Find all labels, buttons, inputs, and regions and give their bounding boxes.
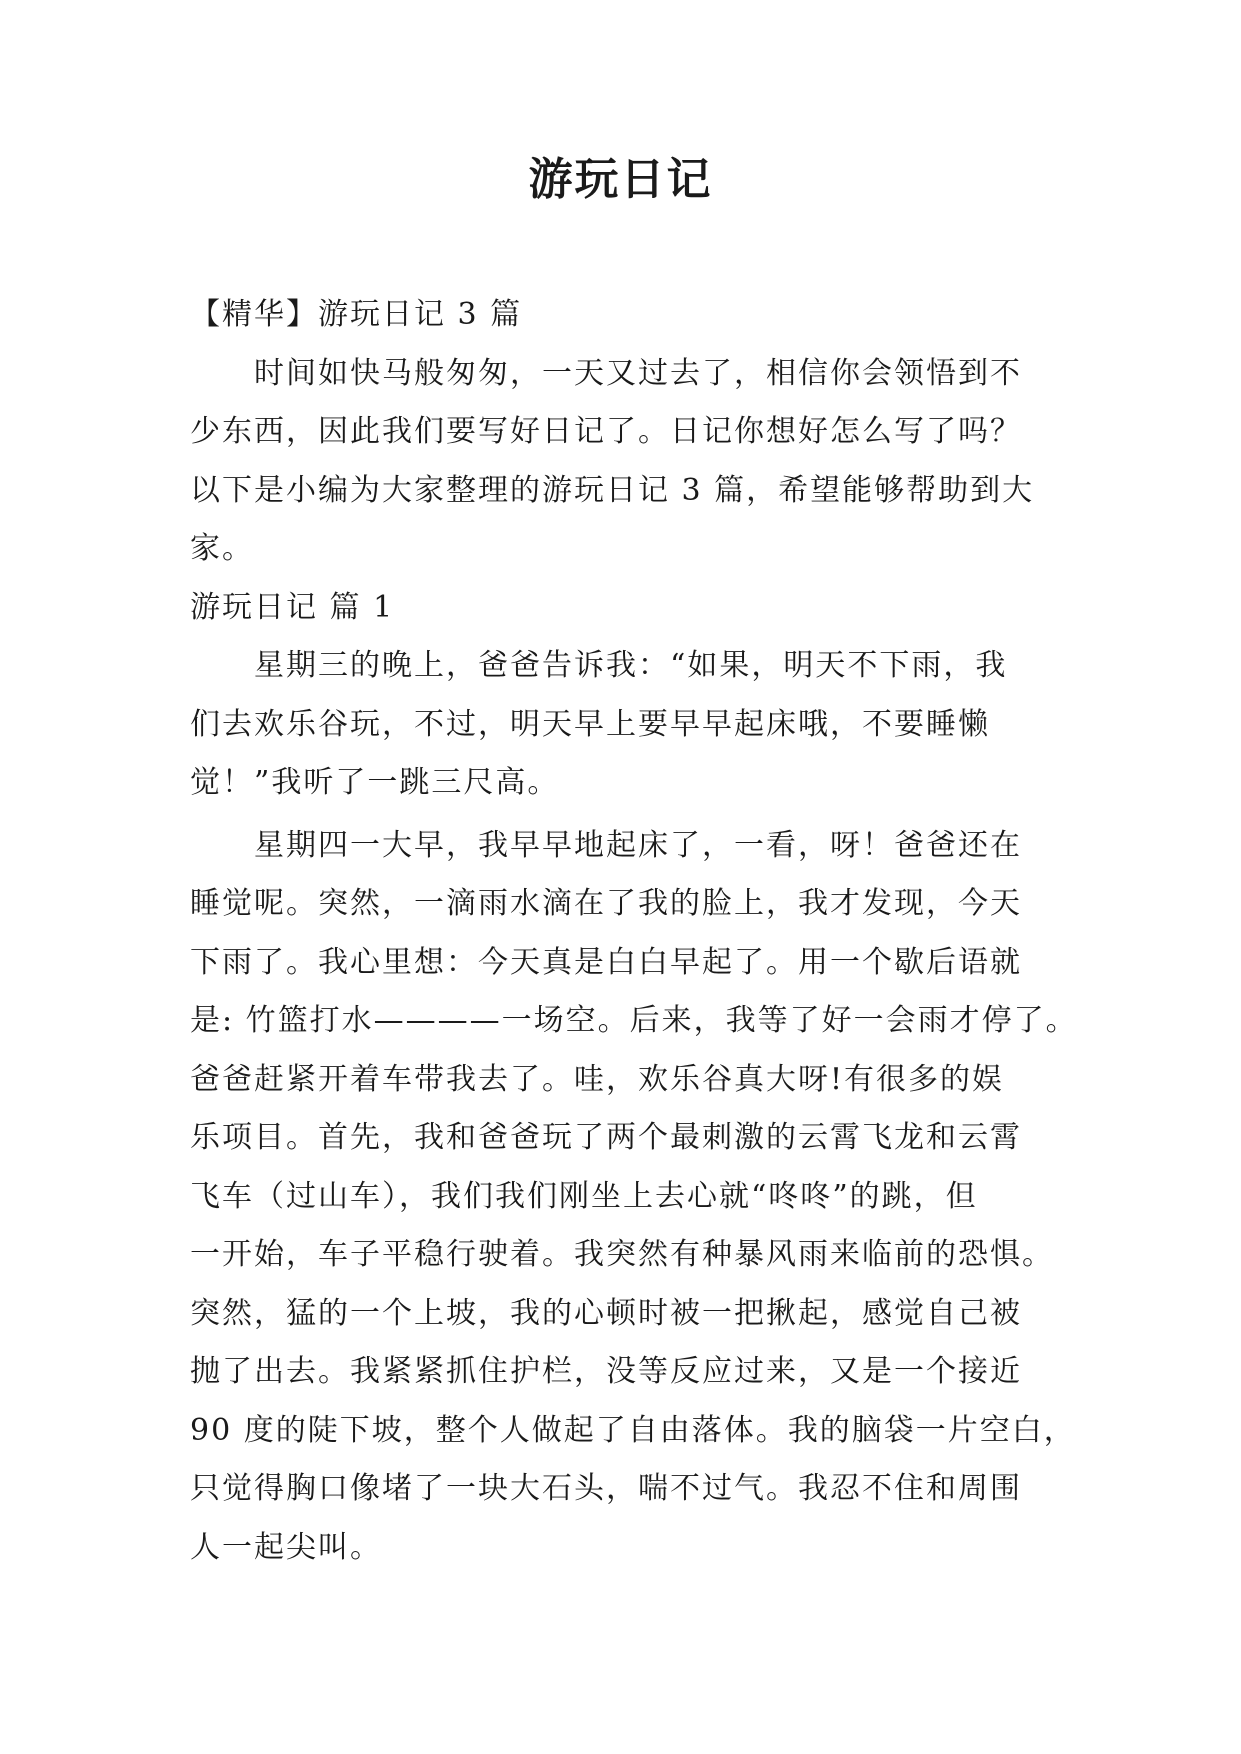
paragraph-line: 突然，猛的一个上坡，我的心顿时被一把揪起，感觉自己被 — [190, 1295, 1022, 1331]
paragraph-line: 一开始，车子平稳行驶着。我突然有种暴风雨来临前的恐惧。 — [190, 1237, 1054, 1272]
paragraph-line: 下雨了。我心里想：今天真是白白早起了。用一个歇后语就 — [190, 944, 1022, 980]
paragraph-line: 觉！”我听了一跳三尺高。 — [190, 765, 560, 800]
paragraph-line: 爸爸赶紧开着车带我去了。哇，欢乐谷真大呀!有很多的娱 — [190, 1061, 1005, 1097]
intro-line: 时间如快马般匆匆，一天又过去了，相信你会领悟到不 — [254, 355, 1022, 391]
paragraph-line: 只觉得胸口像堵了一块大石头，喘不过气。我忍不住和周围 — [190, 1471, 1022, 1506]
paragraph-line: 乐项目。首先，我和爸爸玩了两个最刺激的云霄飞龙和云霄 — [190, 1120, 1022, 1155]
document-title: 游玩日记 — [528, 154, 713, 205]
intro-line: 少东西，因此我们要写好日记了。日记你想好怎么写了吗？ — [190, 414, 1022, 449]
paragraph-line: 抛了出去。我紧紧抓住护栏，没等反应过来，又是一个接近 — [190, 1354, 1022, 1389]
paragraph-line: 是: 竹篮打水————一场空。后来，我等了好一会雨才停了。 — [190, 1003, 1078, 1038]
paragraph-line: 们去欢乐谷玩，不过，明天早上要早早起床哦，不要睡懒 — [190, 706, 990, 742]
summary-heading: 【精华】游玩日记 3 篇 — [190, 297, 523, 332]
paragraph-line: 星期三的晚上，爸爸告诉我：“如果，明天不下雨，我 — [254, 648, 1008, 683]
paragraph-line: 星期四一大早，我早早地起床了，一看，呀！爸爸还在 — [254, 827, 1022, 863]
paragraph-line: 飞车（过山车），我们我们刚坐上去心就“咚咚”的跳，但 — [190, 1178, 978, 1214]
paragraph-line: 人一起尖叫。 — [190, 1529, 382, 1565]
paragraph-line: 90 度的陡下坡，整个人做起了自由落体。我的脑袋一片空白， — [190, 1412, 1076, 1448]
intro-line: 家。 — [190, 531, 254, 566]
paragraph-line: 睡觉呢。突然，一滴雨水滴在了我的脸上，我才发现，今天 — [190, 886, 1022, 921]
intro-line: 以下是小编为大家整理的游玩日记 3 篇，希望能够帮助到大 — [190, 472, 1035, 508]
section-heading-1: 游玩日记 篇 1 — [190, 589, 395, 625]
document-body — [190, 286, 1078, 1577]
